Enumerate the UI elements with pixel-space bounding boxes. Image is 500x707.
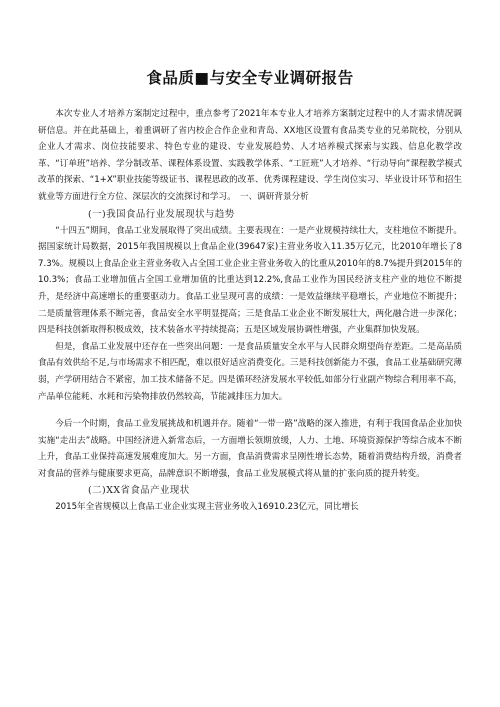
section-heading-background (231, 192, 308, 202)
paragraph-achievements: “十四五”期间，食品工业发展取得了突出成绩。主要表现在：一是产业规模持续壮大，支柱地位不断提升。据国家统计局数据，2015年我国规模以上食品企业(39647家)主营业务收入11.35万亿元，比2010年增长了87.3%。规模以上食品企业主营业务收入占全国工业企业主营业务收入的比重从2010年的8.7%提升到2015年的10.3%；食品工业增加值占全国工业增加值的比重达到12.2%,食品工业作为国民经济支柱产业的地位不断提升，是经济中高速增长的重要驱动力。食品工业呈现可喜的成绩：一是效益继续平稳增长，产业地位不断提升；二是质量管理体系不断完善，食品安全水平明显提高；三是食品工业企业不断发展壮大，两化融合进一步深化；四是科技创新取得积极成效，技术装备水平持续提高；五是区域发展协调性增强，产业集群加快发展。 (38, 225, 462, 336)
paragraph-province-revenue: 2015年全省规模以上食品工业企业实现主营业务收入16910.23亿元，同比增长 (55, 502, 359, 513)
subheading-national-industry: (一)我国食品行业发展现状与趋势 (88, 208, 235, 220)
report-title: 食品质■与安全专业调研报告 (146, 69, 354, 87)
paragraph-problems: 但是，食品工业发展中还存在一些突出问题：一是食品质量安全水平与人民群众期望尚存差距。二是高品质食品有效供给不足,与市场需求不相匹配，难以很好适应消费变化。三是科技创新能力不强，食品工业基础研究薄弱，产学研用结合不紧密，加工技术储备不足。四是循环经济发展水平较低,如部分行业副产物综合利用率不高，产品单位能耗、水耗和污染物排放仍然较高，节能减排压力加大。 (38, 341, 462, 402)
section-heading-text: 一、调研背景分析 (239, 191, 309, 202)
intro-paragraph (38, 106, 462, 206)
intro-text: 本次专业人才培养方案制定过程中，重点参考了2021年本专业人才培养方案制定过程中的人才需求情况调研信息。并在此基础上，着重调研了省内校企合作企业和青岛、XX地区设置有食品类专业的兄弟院校，分别从企业人才需求、岗位技能要求、特色专业的建设、专业发展趋势、人才培养模式探索与实践、信息化教学改革、“订单班”培养、学分制改革、课程体系设置、实践教学体系、“工匠班”人才培养、“行动导向”课程教学模式改革的探索、“1+X”职业技能等级证书、课程思政的改革、优秀课程建设、学生岗位实习、毕业设计环节和招生就业等方面进行全方位、深层次的交流探讨和学习。 (38, 109, 462, 202)
subheading-province-industry: (二)XX省食品产业现状 (88, 485, 190, 497)
paragraph-outlook: 今后一个时期，食品工业发展挑战和机遇并存。随着“一带一路”战略的深入推进，有利于我国食品企业加快实施“走出去”战略。中国经济进入新常态后，一方面增长领期放缓，人力、土地、环境资源保护等综合成本不断上升，食品工业保持高速发展难度加大。另一方面，食品消费需求呈刚性增长态势，随着消费结构升级，消费者对食品的营养与健康要求更高，品牌意识不断增强，食品工业发展模式将从量的扩张向质的提升转变。 (38, 419, 462, 479)
